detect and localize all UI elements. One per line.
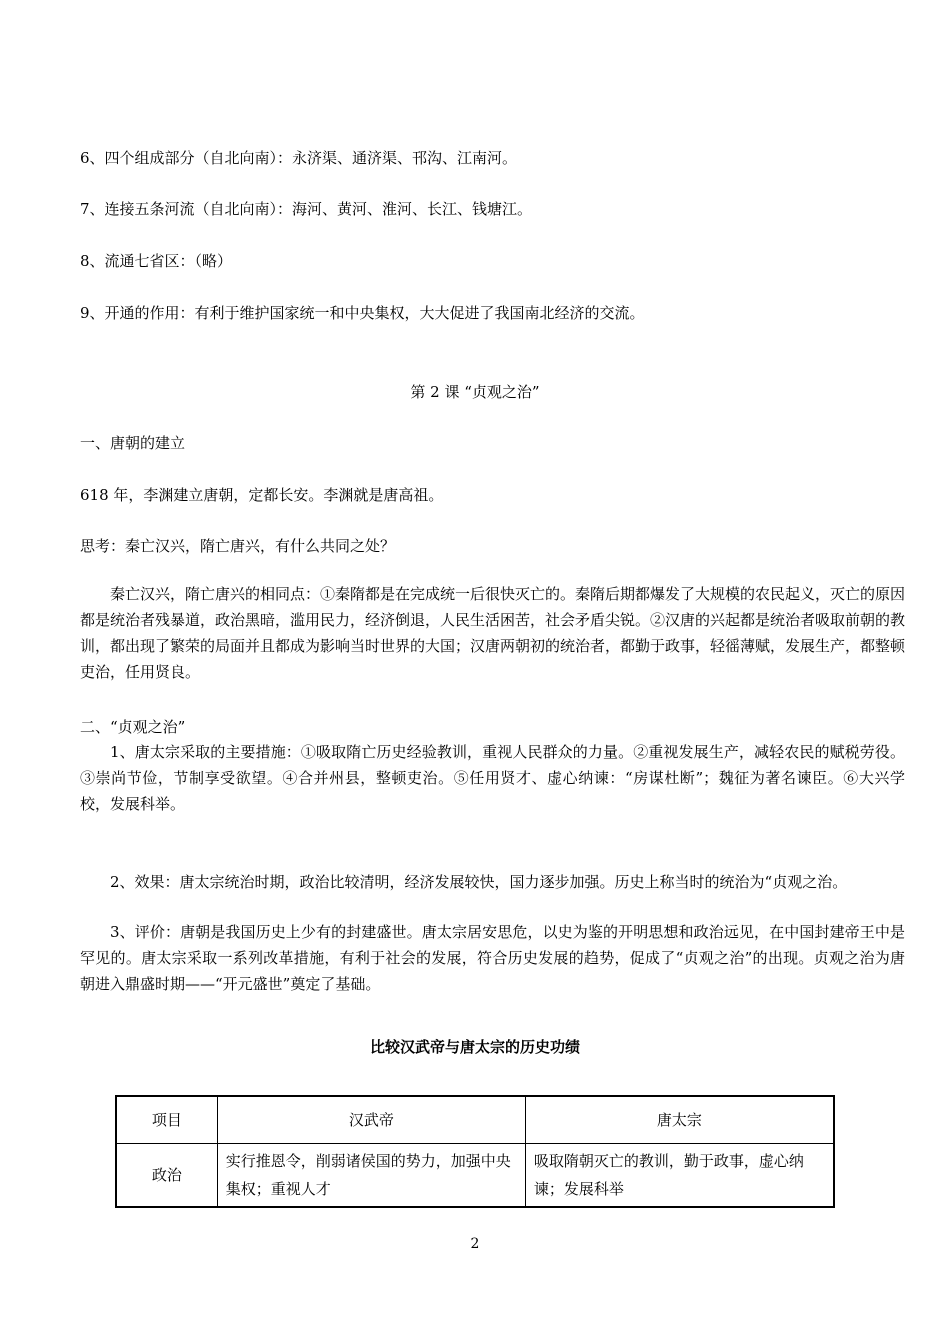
table-cell: 实行推恩令，削弱诸侯国的势力，加强中央集权；重视人才: [217, 1144, 525, 1208]
list-item-9: 9、开通的作用：有利于维护国家统一和中央集权，大大促进了我国南北经济的交流。: [80, 304, 645, 322]
comparison-table: [115, 1095, 835, 1208]
table-title: 比较汉武帝与唐太宗的历史功绩: [369, 1038, 580, 1056]
evaluation-paragraph: 3、评价：唐朝是我国历史上少有的封建盛世。唐太宗居安思危，以史为鉴的开明思想和政治远见，在中国封建帝王中是罕见的。唐太宗采取一系列改革措施，有利于社会的发展，符合历史发展的趋势，促成了“贞观之治”的出现。贞观之治为唐朝进入鼎盛时期——“开元盛世”奠定了基础。: [80, 923, 905, 993]
table-row: [116, 1144, 834, 1208]
measures-paragraph: 1、唐太宗采取的主要措施：①吸取隋亡历史经验教训，重视人民群众的力量。②重视发展生产，减轻农民的赋税劳役。③崇尚节俭，节制享受欲望。④合并州县，整顿吏治。⑤任用贤才、虚心纳谏：“房谋杜断”；魏征为著名谏臣。⑥大兴学校，发展科举。: [80, 743, 905, 813]
section-heading-zhenguan: 二、“贞观之治”: [80, 718, 186, 736]
table-header-row: [116, 1096, 834, 1144]
header-cell-item: 项目: [116, 1096, 217, 1144]
answer-paragraph: 秦亡汉兴，隋亡唐兴的相同点：①秦隋都是在完成统一后很快灭亡的。秦隋后期都爆发了大规模的农民起义，灭亡的原因都是统治者残暴道，政治黑暗，滥用民力，经济倒退，人民生活困苦，社会矛盾尖锐。②汉唐的兴起都是统治者吸取前朝的教训，都出现了繁荣的局面并且都成为影响当时世界的大国；汉唐两朝初的统治者，都勤于政事，轻徭薄赋，发展生产，都整顿吏治，任用贤良。: [80, 585, 906, 681]
list-item-6: 6、四个组成部分（自北向南）：永济渠、通济渠、邗沟、江南河。: [80, 149, 518, 167]
row-label: 政治: [116, 1144, 217, 1208]
founding-fact: 618 年，李渊建立唐朝，定都长安。李渊就是唐高祖。: [80, 486, 444, 504]
header-cell-han-wudi: 汉武帝: [217, 1096, 525, 1144]
effect-paragraph: 2、效果：唐太宗统治时期，政治比较清明，经济发展较快，国力逐步加强。历史上称当时的统治为“贞观之治。: [110, 873, 848, 891]
section-heading-founding: 一、唐朝的建立: [80, 434, 186, 452]
header-cell-tang-taizong: 唐太宗: [525, 1096, 834, 1144]
table-cell: 吸取隋朝灭亡的教训，勤于政事，虚心纳谏；发展科举: [525, 1144, 834, 1208]
lesson-title: 第 2 课 “贞观之治”: [410, 383, 540, 401]
list-item-8: 8、流通七省区：（略）: [80, 252, 233, 270]
page-number: 2: [470, 1236, 480, 1252]
list-item-7: 7、连接五条河流（自北向南）：海河、黄河、淮河、长江、钱塘江。: [80, 200, 533, 218]
thinking-question: 思考：秦亡汉兴，隋亡唐兴，有什么共同之处？: [80, 537, 396, 555]
